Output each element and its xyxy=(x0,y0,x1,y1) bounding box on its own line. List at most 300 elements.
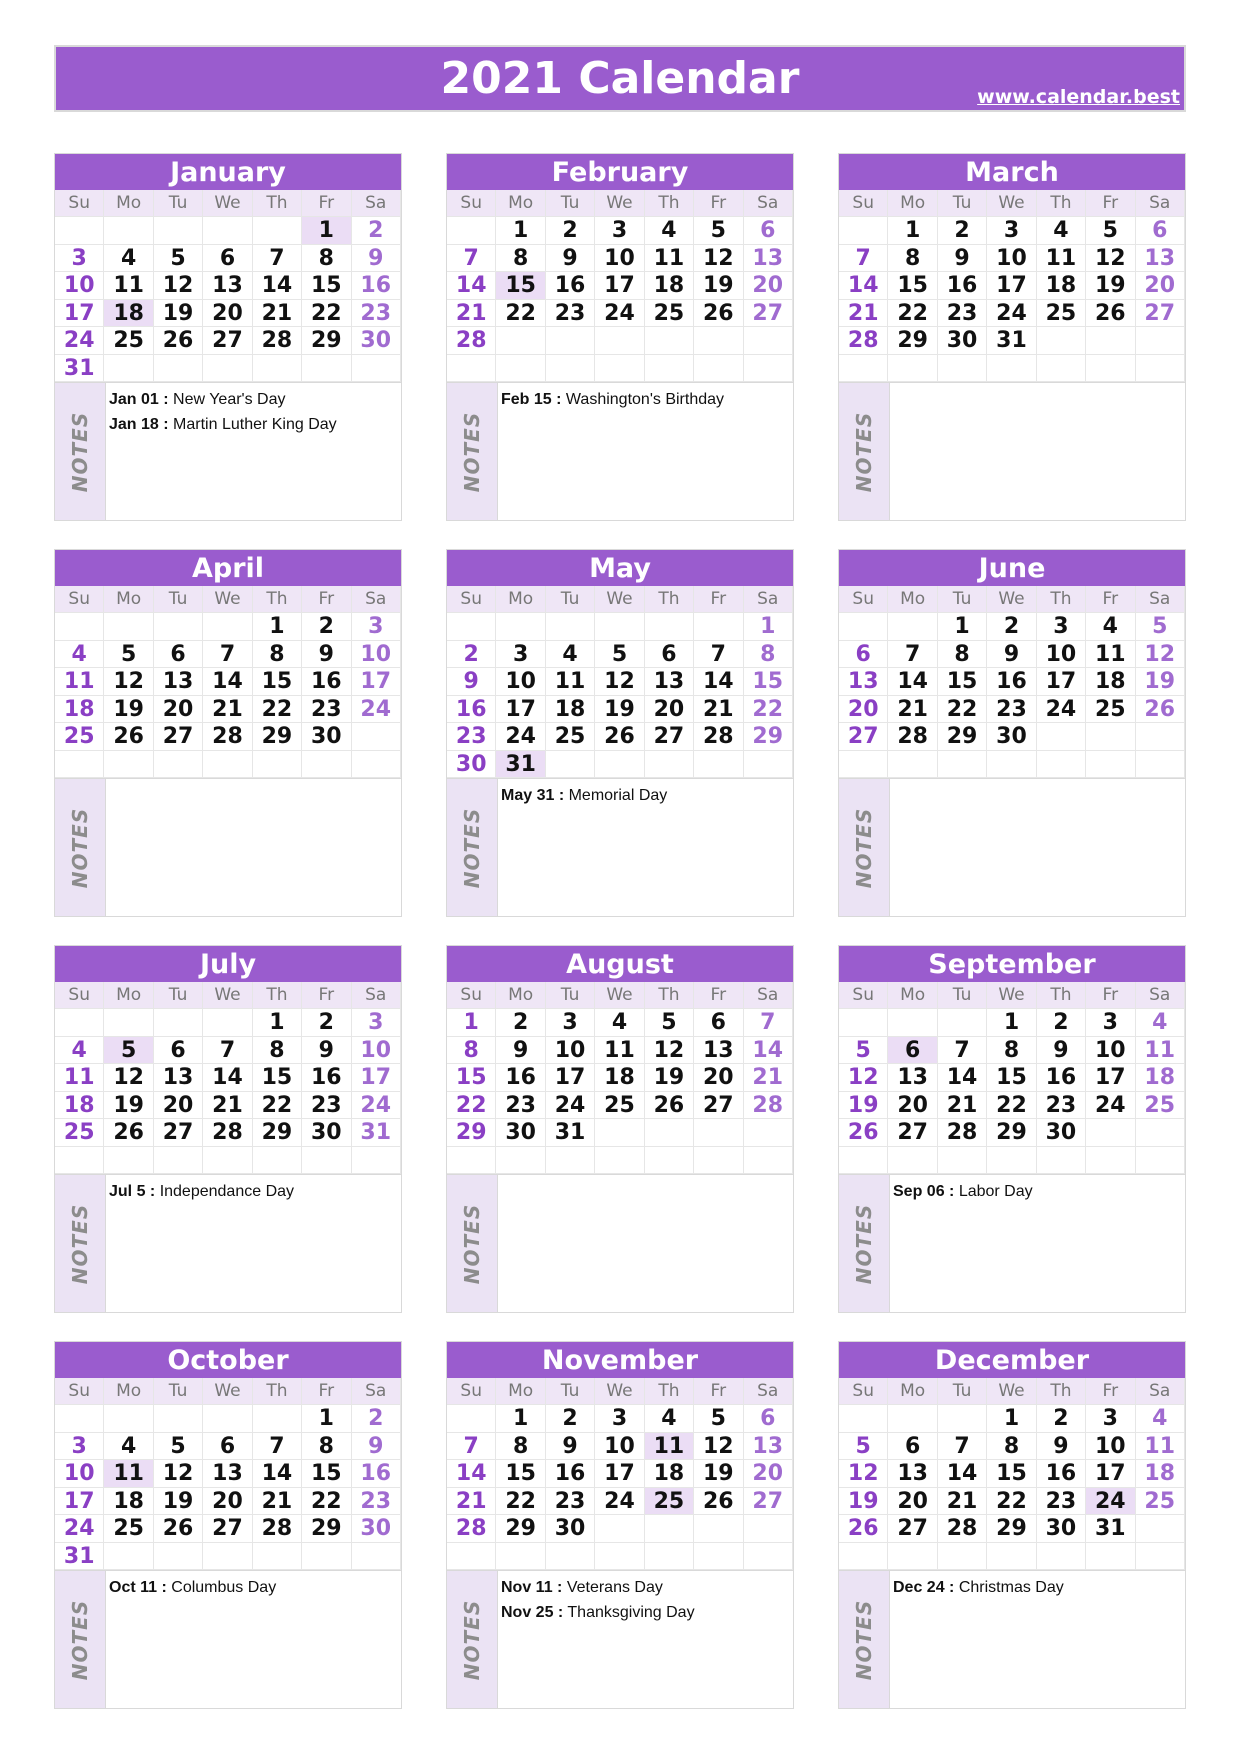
day-cell[interactable]: 14 xyxy=(744,1037,793,1065)
day-cell[interactable]: 1 xyxy=(253,613,302,641)
day-cell[interactable]: 2 xyxy=(987,613,1036,641)
day-cell[interactable]: 24 xyxy=(55,327,104,355)
day-cell[interactable]: 4 xyxy=(1136,1405,1185,1433)
day-cell[interactable]: 3 xyxy=(987,217,1036,245)
day-cell[interactable]: 10 xyxy=(1037,641,1086,669)
day-cell[interactable]: 23 xyxy=(1037,1092,1086,1120)
day-cell[interactable]: 25 xyxy=(595,1092,644,1120)
day-cell[interactable]: 8 xyxy=(447,1037,496,1065)
day-cell[interactable]: 4 xyxy=(55,641,104,669)
day-cell[interactable]: 26 xyxy=(839,1515,888,1543)
day-cell[interactable]: 3 xyxy=(1037,613,1086,641)
day-cell[interactable]: 19 xyxy=(1136,668,1185,696)
day-cell[interactable]: 30 xyxy=(352,327,401,355)
day-cell[interactable]: 8 xyxy=(496,1433,545,1461)
day-cell[interactable]: 31 xyxy=(496,751,545,779)
day-cell[interactable]: 8 xyxy=(744,641,793,669)
day-cell[interactable]: 10 xyxy=(352,641,401,669)
day-cell[interactable]: 7 xyxy=(744,1009,793,1037)
day-cell[interactable]: 11 xyxy=(55,1064,104,1092)
day-cell[interactable]: 18 xyxy=(645,1460,694,1488)
day-cell[interactable]: 5 xyxy=(645,1009,694,1037)
day-cell[interactable]: 7 xyxy=(938,1433,987,1461)
day-cell[interactable]: 6 xyxy=(839,641,888,669)
day-cell[interactable]: 6 xyxy=(203,245,252,273)
day-cell[interactable]: 14 xyxy=(253,1460,302,1488)
day-cell[interactable]: 6 xyxy=(744,1405,793,1433)
day-cell[interactable]: 13 xyxy=(154,668,203,696)
day-cell[interactable]: 5 xyxy=(694,1405,743,1433)
day-cell[interactable]: 20 xyxy=(694,1064,743,1092)
day-cell[interactable]: 17 xyxy=(546,1064,595,1092)
day-cell[interactable]: 25 xyxy=(1086,696,1135,724)
day-cell[interactable]: 8 xyxy=(938,641,987,669)
day-cell[interactable]: 27 xyxy=(203,1515,252,1543)
day-cell[interactable]: 3 xyxy=(55,1433,104,1461)
day-cell[interactable]: 22 xyxy=(302,1488,351,1516)
day-cell[interactable]: 4 xyxy=(1037,217,1086,245)
day-cell[interactable]: 14 xyxy=(839,272,888,300)
day-cell[interactable]: 25 xyxy=(55,723,104,751)
day-cell[interactable]: 14 xyxy=(888,668,937,696)
day-cell[interactable]: 20 xyxy=(203,1488,252,1516)
day-cell[interactable]: 1 xyxy=(253,1009,302,1037)
day-cell[interactable]: 10 xyxy=(987,245,1036,273)
notes-field[interactable] xyxy=(498,779,793,916)
day-cell[interactable]: 11 xyxy=(104,1460,153,1488)
day-cell[interactable]: 30 xyxy=(1037,1119,1086,1147)
day-cell[interactable]: 27 xyxy=(154,1119,203,1147)
day-cell[interactable]: 4 xyxy=(104,245,153,273)
day-cell[interactable]: 24 xyxy=(987,300,1036,328)
day-cell[interactable]: 7 xyxy=(203,1037,252,1065)
day-cell[interactable]: 1 xyxy=(496,1405,545,1433)
day-cell[interactable]: 8 xyxy=(253,1037,302,1065)
day-cell[interactable]: 21 xyxy=(694,696,743,724)
day-cell[interactable]: 10 xyxy=(55,1460,104,1488)
day-cell[interactable]: 23 xyxy=(352,1488,401,1516)
day-cell[interactable]: 15 xyxy=(987,1460,1036,1488)
day-cell[interactable]: 1 xyxy=(302,1405,351,1433)
day-cell[interactable]: 10 xyxy=(55,272,104,300)
day-cell[interactable]: 21 xyxy=(447,300,496,328)
day-cell[interactable]: 6 xyxy=(694,1009,743,1037)
day-cell[interactable]: 24 xyxy=(595,1488,644,1516)
day-cell[interactable]: 13 xyxy=(203,1460,252,1488)
day-cell[interactable]: 26 xyxy=(839,1119,888,1147)
day-cell[interactable]: 23 xyxy=(546,1488,595,1516)
day-cell[interactable]: 15 xyxy=(938,668,987,696)
day-cell[interactable]: 16 xyxy=(546,272,595,300)
day-cell[interactable]: 22 xyxy=(938,696,987,724)
day-cell[interactable]: 2 xyxy=(546,217,595,245)
day-cell[interactable]: 4 xyxy=(55,1037,104,1065)
day-cell[interactable]: 9 xyxy=(302,1037,351,1065)
day-cell[interactable]: 7 xyxy=(888,641,937,669)
day-cell[interactable]: 15 xyxy=(302,1460,351,1488)
day-cell[interactable]: 28 xyxy=(744,1092,793,1120)
day-cell[interactable]: 25 xyxy=(55,1119,104,1147)
day-cell[interactable]: 28 xyxy=(938,1515,987,1543)
day-cell[interactable]: 22 xyxy=(447,1092,496,1120)
notes-field[interactable] xyxy=(106,779,401,916)
day-cell[interactable]: 3 xyxy=(595,1405,644,1433)
day-cell[interactable]: 7 xyxy=(253,245,302,273)
day-cell[interactable]: 31 xyxy=(546,1119,595,1147)
day-cell[interactable]: 21 xyxy=(253,300,302,328)
day-cell[interactable]: 21 xyxy=(253,1488,302,1516)
day-cell[interactable]: 13 xyxy=(694,1037,743,1065)
day-cell[interactable]: 21 xyxy=(203,696,252,724)
day-cell[interactable]: 31 xyxy=(987,327,1036,355)
day-cell[interactable]: 18 xyxy=(546,696,595,724)
notes-field[interactable] xyxy=(498,1175,793,1312)
day-cell[interactable]: 25 xyxy=(546,723,595,751)
day-cell[interactable]: 22 xyxy=(253,1092,302,1120)
day-cell[interactable]: 12 xyxy=(104,668,153,696)
day-cell[interactable]: 27 xyxy=(154,723,203,751)
day-cell[interactable]: 5 xyxy=(694,217,743,245)
day-cell[interactable]: 6 xyxy=(888,1433,937,1461)
day-cell[interactable]: 9 xyxy=(302,641,351,669)
day-cell[interactable]: 30 xyxy=(352,1515,401,1543)
day-cell[interactable]: 4 xyxy=(1136,1009,1185,1037)
day-cell[interactable]: 27 xyxy=(744,1488,793,1516)
day-cell[interactable]: 2 xyxy=(352,217,401,245)
day-cell[interactable]: 23 xyxy=(987,696,1036,724)
day-cell[interactable]: 24 xyxy=(55,1515,104,1543)
day-cell[interactable]: 7 xyxy=(839,245,888,273)
day-cell[interactable]: 16 xyxy=(987,668,1036,696)
day-cell[interactable]: 10 xyxy=(496,668,545,696)
day-cell[interactable]: 8 xyxy=(987,1037,1036,1065)
day-cell[interactable]: 30 xyxy=(938,327,987,355)
day-cell[interactable]: 20 xyxy=(888,1092,937,1120)
day-cell[interactable]: 13 xyxy=(645,668,694,696)
day-cell[interactable]: 21 xyxy=(888,696,937,724)
day-cell[interactable]: 17 xyxy=(1086,1064,1135,1092)
day-cell[interactable]: 11 xyxy=(645,1433,694,1461)
day-cell[interactable]: 13 xyxy=(203,272,252,300)
day-cell[interactable]: 10 xyxy=(1086,1433,1135,1461)
day-cell[interactable]: 28 xyxy=(253,327,302,355)
day-cell[interactable]: 26 xyxy=(694,300,743,328)
day-cell[interactable]: 13 xyxy=(888,1064,937,1092)
day-cell[interactable]: 17 xyxy=(987,272,1036,300)
day-cell[interactable]: 19 xyxy=(154,1488,203,1516)
day-cell[interactable]: 27 xyxy=(694,1092,743,1120)
day-cell[interactable]: 21 xyxy=(203,1092,252,1120)
day-cell[interactable]: 3 xyxy=(496,641,545,669)
day-cell[interactable]: 22 xyxy=(496,300,545,328)
day-cell[interactable]: 29 xyxy=(987,1515,1036,1543)
notes-field[interactable] xyxy=(890,1175,1185,1312)
day-cell[interactable]: 18 xyxy=(55,1092,104,1120)
day-cell[interactable]: 15 xyxy=(987,1064,1036,1092)
day-cell[interactable]: 17 xyxy=(595,1460,644,1488)
day-cell[interactable]: 3 xyxy=(546,1009,595,1037)
day-cell[interactable]: 18 xyxy=(104,1488,153,1516)
day-cell[interactable]: 11 xyxy=(55,668,104,696)
day-cell[interactable]: 2 xyxy=(1037,1405,1086,1433)
day-cell[interactable]: 24 xyxy=(1037,696,1086,724)
day-cell[interactable]: 7 xyxy=(447,245,496,273)
day-cell[interactable]: 15 xyxy=(496,272,545,300)
day-cell[interactable]: 19 xyxy=(595,696,644,724)
day-cell[interactable]: 28 xyxy=(203,723,252,751)
day-cell[interactable]: 2 xyxy=(496,1009,545,1037)
day-cell[interactable]: 16 xyxy=(496,1064,545,1092)
day-cell[interactable]: 9 xyxy=(352,1433,401,1461)
notes-field[interactable] xyxy=(498,383,793,520)
day-cell[interactable]: 16 xyxy=(447,696,496,724)
notes-field[interactable] xyxy=(106,383,401,520)
notes-field[interactable] xyxy=(890,1571,1185,1708)
day-cell[interactable]: 24 xyxy=(352,696,401,724)
day-cell[interactable]: 7 xyxy=(694,641,743,669)
day-cell[interactable]: 25 xyxy=(1136,1092,1185,1120)
day-cell[interactable]: 2 xyxy=(938,217,987,245)
day-cell[interactable]: 18 xyxy=(595,1064,644,1092)
day-cell[interactable]: 18 xyxy=(1136,1064,1185,1092)
day-cell[interactable]: 25 xyxy=(104,327,153,355)
day-cell[interactable]: 4 xyxy=(595,1009,644,1037)
day-cell[interactable]: 21 xyxy=(447,1488,496,1516)
day-cell[interactable]: 6 xyxy=(888,1037,937,1065)
day-cell[interactable]: 29 xyxy=(253,723,302,751)
day-cell[interactable]: 2 xyxy=(447,641,496,669)
day-cell[interactable]: 12 xyxy=(104,1064,153,1092)
day-cell[interactable]: 5 xyxy=(104,641,153,669)
day-cell[interactable]: 23 xyxy=(302,1092,351,1120)
day-cell[interactable]: 26 xyxy=(154,1515,203,1543)
day-cell[interactable]: 5 xyxy=(104,1037,153,1065)
day-cell[interactable]: 7 xyxy=(253,1433,302,1461)
day-cell[interactable]: 19 xyxy=(694,1460,743,1488)
day-cell[interactable]: 25 xyxy=(1037,300,1086,328)
day-cell[interactable]: 24 xyxy=(352,1092,401,1120)
day-cell[interactable]: 8 xyxy=(496,245,545,273)
day-cell[interactable]: 20 xyxy=(744,1460,793,1488)
day-cell[interactable]: 15 xyxy=(888,272,937,300)
day-cell[interactable]: 31 xyxy=(1086,1515,1135,1543)
day-cell[interactable]: 6 xyxy=(1136,217,1185,245)
day-cell[interactable]: 4 xyxy=(546,641,595,669)
day-cell[interactable]: 30 xyxy=(496,1119,545,1147)
day-cell[interactable]: 27 xyxy=(839,723,888,751)
day-cell[interactable]: 11 xyxy=(546,668,595,696)
day-cell[interactable]: 20 xyxy=(744,272,793,300)
day-cell[interactable]: 30 xyxy=(1037,1515,1086,1543)
day-cell[interactable]: 20 xyxy=(645,696,694,724)
day-cell[interactable]: 6 xyxy=(154,641,203,669)
day-cell[interactable]: 16 xyxy=(1037,1064,1086,1092)
day-cell[interactable]: 1 xyxy=(744,613,793,641)
day-cell[interactable]: 22 xyxy=(888,300,937,328)
day-cell[interactable]: 9 xyxy=(546,1433,595,1461)
day-cell[interactable]: 11 xyxy=(1086,641,1135,669)
day-cell[interactable]: 24 xyxy=(496,723,545,751)
day-cell[interactable]: 27 xyxy=(1136,300,1185,328)
day-cell[interactable]: 26 xyxy=(1086,300,1135,328)
day-cell[interactable]: 12 xyxy=(839,1064,888,1092)
day-cell[interactable]: 4 xyxy=(645,1405,694,1433)
day-cell[interactable]: 17 xyxy=(55,300,104,328)
day-cell[interactable]: 16 xyxy=(938,272,987,300)
day-cell[interactable]: 13 xyxy=(839,668,888,696)
day-cell[interactable]: 19 xyxy=(645,1064,694,1092)
day-cell[interactable]: 17 xyxy=(55,1488,104,1516)
day-cell[interactable]: 26 xyxy=(694,1488,743,1516)
day-cell[interactable]: 3 xyxy=(1086,1009,1135,1037)
day-cell[interactable]: 12 xyxy=(154,1460,203,1488)
day-cell[interactable]: 13 xyxy=(888,1460,937,1488)
day-cell[interactable]: 18 xyxy=(104,300,153,328)
day-cell[interactable]: 7 xyxy=(938,1037,987,1065)
day-cell[interactable]: 15 xyxy=(496,1460,545,1488)
day-cell[interactable]: 19 xyxy=(1086,272,1135,300)
day-cell[interactable]: 26 xyxy=(1136,696,1185,724)
notes-field[interactable] xyxy=(890,383,1185,520)
day-cell[interactable]: 5 xyxy=(595,641,644,669)
day-cell[interactable]: 17 xyxy=(496,696,545,724)
day-cell[interactable]: 18 xyxy=(1037,272,1086,300)
day-cell[interactable]: 11 xyxy=(104,272,153,300)
day-cell[interactable]: 9 xyxy=(987,641,1036,669)
day-cell[interactable]: 16 xyxy=(352,1460,401,1488)
day-cell[interactable]: 29 xyxy=(744,723,793,751)
day-cell[interactable]: 2 xyxy=(302,1009,351,1037)
day-cell[interactable]: 2 xyxy=(302,613,351,641)
day-cell[interactable]: 19 xyxy=(839,1488,888,1516)
day-cell[interactable]: 21 xyxy=(938,1092,987,1120)
day-cell[interactable]: 8 xyxy=(302,1433,351,1461)
day-cell[interactable]: 28 xyxy=(938,1119,987,1147)
day-cell[interactable]: 4 xyxy=(104,1433,153,1461)
day-cell[interactable]: 8 xyxy=(987,1433,1036,1461)
day-cell[interactable]: 14 xyxy=(938,1064,987,1092)
day-cell[interactable]: 12 xyxy=(1136,641,1185,669)
day-cell[interactable]: 3 xyxy=(352,1009,401,1037)
day-cell[interactable]: 12 xyxy=(595,668,644,696)
day-cell[interactable]: 13 xyxy=(1136,245,1185,273)
day-cell[interactable]: 9 xyxy=(1037,1433,1086,1461)
day-cell[interactable]: 12 xyxy=(694,1433,743,1461)
day-cell[interactable]: 9 xyxy=(352,245,401,273)
day-cell[interactable]: 4 xyxy=(1086,613,1135,641)
day-cell[interactable]: 31 xyxy=(352,1119,401,1147)
day-cell[interactable]: 23 xyxy=(302,696,351,724)
day-cell[interactable]: 23 xyxy=(352,300,401,328)
day-cell[interactable]: 21 xyxy=(744,1064,793,1092)
day-cell[interactable]: 19 xyxy=(694,272,743,300)
day-cell[interactable]: 20 xyxy=(203,300,252,328)
day-cell[interactable]: 28 xyxy=(888,723,937,751)
day-cell[interactable]: 21 xyxy=(839,300,888,328)
day-cell[interactable]: 1 xyxy=(496,217,545,245)
day-cell[interactable]: 22 xyxy=(987,1092,1036,1120)
day-cell[interactable]: 12 xyxy=(154,272,203,300)
day-cell[interactable]: 19 xyxy=(104,1092,153,1120)
day-cell[interactable]: 16 xyxy=(1037,1460,1086,1488)
day-cell[interactable]: 6 xyxy=(645,641,694,669)
day-cell[interactable]: 29 xyxy=(496,1515,545,1543)
day-cell[interactable]: 26 xyxy=(645,1092,694,1120)
day-cell[interactable]: 20 xyxy=(154,1092,203,1120)
day-cell[interactable]: 23 xyxy=(447,723,496,751)
day-cell[interactable]: 29 xyxy=(302,327,351,355)
day-cell[interactable]: 20 xyxy=(1136,272,1185,300)
day-cell[interactable]: 17 xyxy=(595,272,644,300)
day-cell[interactable]: 11 xyxy=(1037,245,1086,273)
day-cell[interactable]: 29 xyxy=(987,1119,1036,1147)
day-cell[interactable]: 1 xyxy=(302,217,351,245)
day-cell[interactable]: 30 xyxy=(302,723,351,751)
day-cell[interactable]: 22 xyxy=(253,696,302,724)
notes-field[interactable] xyxy=(106,1571,401,1708)
day-cell[interactable]: 10 xyxy=(1086,1037,1135,1065)
notes-field[interactable] xyxy=(890,779,1185,916)
day-cell[interactable]: 14 xyxy=(253,272,302,300)
day-cell[interactable]: 5 xyxy=(154,245,203,273)
day-cell[interactable]: 29 xyxy=(447,1119,496,1147)
day-cell[interactable]: 5 xyxy=(1136,613,1185,641)
day-cell[interactable]: 25 xyxy=(645,1488,694,1516)
day-cell[interactable]: 15 xyxy=(253,668,302,696)
day-cell[interactable]: 25 xyxy=(104,1515,153,1543)
day-cell[interactable]: 28 xyxy=(447,1515,496,1543)
day-cell[interactable]: 9 xyxy=(546,245,595,273)
day-cell[interactable]: 18 xyxy=(645,272,694,300)
day-cell[interactable]: 1 xyxy=(888,217,937,245)
day-cell[interactable]: 28 xyxy=(253,1515,302,1543)
day-cell[interactable]: 20 xyxy=(154,696,203,724)
day-cell[interactable]: 26 xyxy=(595,723,644,751)
day-cell[interactable]: 27 xyxy=(888,1515,937,1543)
day-cell[interactable]: 25 xyxy=(645,300,694,328)
day-cell[interactable]: 30 xyxy=(447,751,496,779)
day-cell[interactable]: 28 xyxy=(447,327,496,355)
day-cell[interactable]: 22 xyxy=(302,300,351,328)
day-cell[interactable]: 28 xyxy=(694,723,743,751)
day-cell[interactable]: 20 xyxy=(888,1488,937,1516)
day-cell[interactable]: 18 xyxy=(1086,668,1135,696)
day-cell[interactable]: 14 xyxy=(203,1064,252,1092)
day-cell[interactable]: 23 xyxy=(1037,1488,1086,1516)
day-cell[interactable]: 17 xyxy=(352,1064,401,1092)
day-cell[interactable]: 16 xyxy=(352,272,401,300)
day-cell[interactable]: 12 xyxy=(839,1460,888,1488)
day-cell[interactable]: 8 xyxy=(888,245,937,273)
day-cell[interactable]: 10 xyxy=(352,1037,401,1065)
day-cell[interactable]: 29 xyxy=(938,723,987,751)
site-link[interactable]: www.calendar.best xyxy=(977,86,1180,108)
day-cell[interactable]: 14 xyxy=(203,668,252,696)
day-cell[interactable]: 12 xyxy=(1086,245,1135,273)
day-cell[interactable]: 7 xyxy=(203,641,252,669)
day-cell[interactable]: 31 xyxy=(55,355,104,383)
day-cell[interactable]: 13 xyxy=(744,1433,793,1461)
day-cell[interactable]: 29 xyxy=(253,1119,302,1147)
day-cell[interactable]: 14 xyxy=(447,272,496,300)
day-cell[interactable]: 5 xyxy=(154,1433,203,1461)
notes-field[interactable] xyxy=(498,1571,793,1708)
day-cell[interactable]: 1 xyxy=(987,1009,1036,1037)
day-cell[interactable]: 12 xyxy=(694,245,743,273)
day-cell[interactable]: 4 xyxy=(645,217,694,245)
day-cell[interactable]: 9 xyxy=(1037,1037,1086,1065)
day-cell[interactable]: 16 xyxy=(302,668,351,696)
